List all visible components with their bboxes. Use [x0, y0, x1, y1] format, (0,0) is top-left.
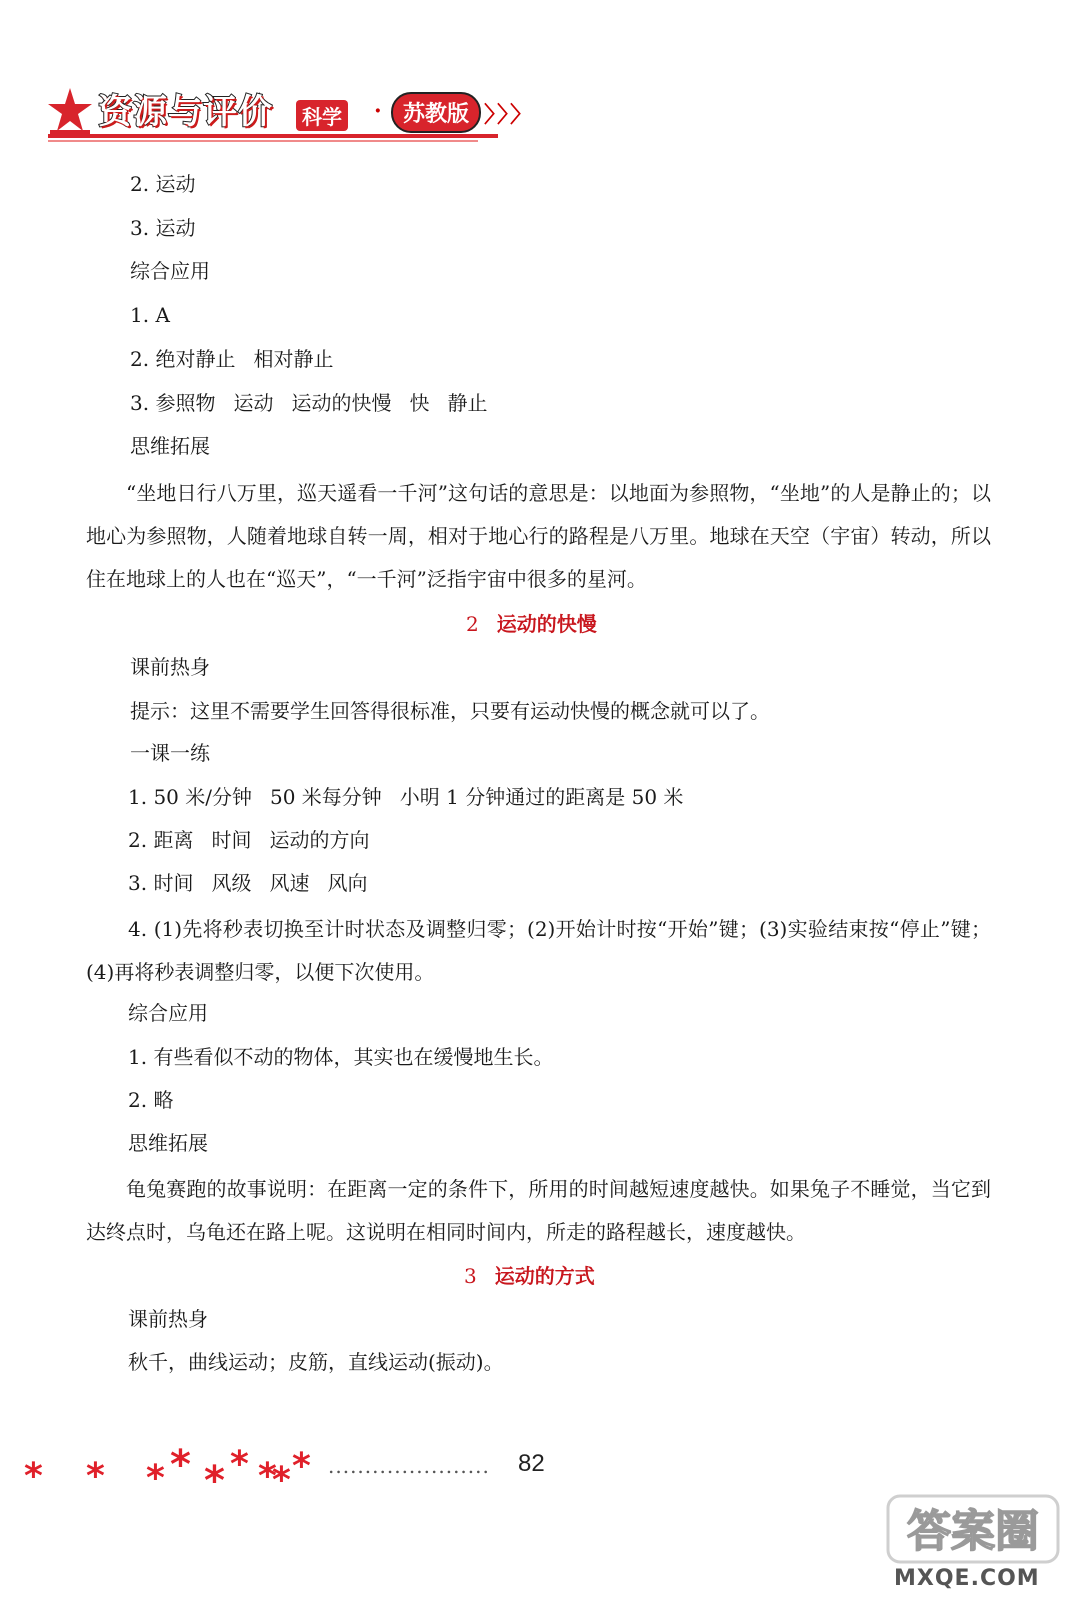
star-logo-icon — [46, 86, 94, 138]
star-icon: * — [272, 1460, 291, 1501]
subject-badge: 科学 — [296, 100, 348, 131]
star-icon: * — [24, 1456, 43, 1497]
edition-badge: 苏教版 — [391, 92, 481, 133]
svg-text:答案圈: 答案圈 — [907, 1506, 1039, 1557]
answer-line: 秋千，曲线运动；皮筋，直线运动(振动)。 — [128, 1350, 504, 1374]
star-icon: * — [230, 1444, 249, 1485]
answer-line: 1. 50 米/分钟 50 米每分钟 小明 1 分钟通过的距离是 50 米 — [128, 785, 684, 809]
page-number: 82 — [518, 1450, 545, 1477]
star-icon: * — [204, 1458, 225, 1504]
star-icon: * — [86, 1456, 105, 1497]
star-icon: * — [292, 1446, 311, 1487]
answer-line: 1. A — [130, 303, 170, 327]
answer-paragraph: 4. (1)先将秒表切换至计时状态及调整归零；(2)开始计时按“开始”键；(3)实验结束按“停止”键；(4)再将秒表调整归零，以便下次使用。 — [86, 917, 991, 984]
section-heading: 2 运动的快慢 — [466, 612, 597, 636]
header-rule-thin — [48, 140, 478, 142]
header-rule — [48, 134, 498, 138]
chevrons-icon: 〉〉〉 — [484, 103, 535, 128]
subheading-warmup: 课前热身 — [128, 1307, 208, 1331]
star-icon: * — [146, 1458, 165, 1499]
leader-dots: ...................... — [328, 1454, 490, 1478]
star-icon: * — [258, 1456, 277, 1497]
paragraph: “坐地日行八万里，巡天遥看一千河”这句话的意思是：以地面为参照物，“坐地”的人是静止的；以地心为参照物，人随着地球自转一周，相对于地心行的路程是八万里。地球在天空（宇宙）转动，所以住在地球上的人也在“巡天”，“一千河”泛指宇宙中很多的星河。 — [86, 481, 991, 591]
subheading-apply: 综合应用 — [130, 259, 210, 283]
watermark — [880, 1490, 1070, 1595]
answer-line: 1. 有些看似不动的物体，其实也在缓慢地生长。 — [128, 1045, 554, 1069]
answer-line: 2. 略 — [128, 1088, 174, 1112]
subheading-extend: 思维拓展 — [130, 434, 210, 458]
answer-line: 3. 参照物 运动 运动的快慢 快 静止 — [130, 391, 488, 415]
star-icon: * — [170, 1442, 191, 1488]
book-title: 资源与评价 — [98, 92, 273, 132]
subheading-apply: 综合应用 — [128, 1001, 208, 1025]
hint-text: 提示：这里不需要学生回答得很标准，只要有运动快慢的概念就可以了。 — [130, 699, 770, 723]
answer-line: 2. 距离 时间 运动的方向 — [128, 828, 370, 852]
answer-line: 3. 时间 风级 风速 风向 — [128, 871, 368, 895]
page-header — [46, 80, 546, 150]
decorative-stars — [20, 1440, 320, 1504]
watermark-logo-icon — [880, 1490, 1070, 1568]
answer-line: 3. 运动 — [130, 216, 196, 240]
section-heading: 3 运动的方式 — [464, 1264, 595, 1288]
answer-line: 2. 运动 — [130, 172, 196, 196]
title-separator: · — [374, 98, 382, 124]
paragraph: 龟兔赛跑的故事说明：在距离一定的条件下，所用的时间越短速度越快。如果兔子不睡觉，当它到达终点时，乌龟还在路上呢。这说明在相同时间内，所走的路程越长，速度越快。 — [86, 1177, 991, 1244]
watermark-text: MXQE.COM — [894, 1566, 1040, 1591]
subheading-extend: 思维拓展 — [128, 1131, 208, 1155]
subheading-practice: 一课一练 — [130, 741, 210, 765]
subheading-warmup: 课前热身 — [130, 655, 210, 679]
answer-line: 2. 绝对静止 相对静止 — [130, 347, 334, 371]
